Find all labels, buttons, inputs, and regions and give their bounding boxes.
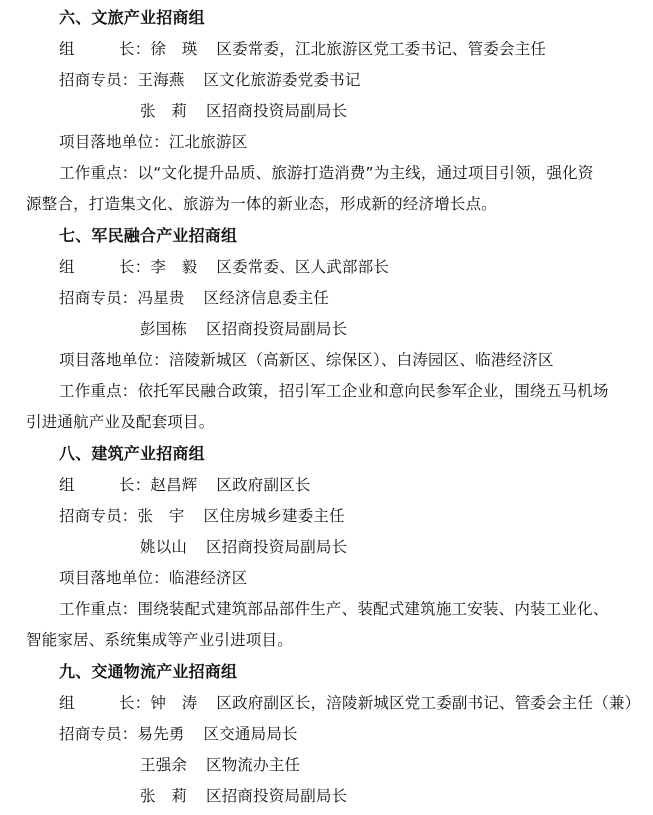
leader-line xyxy=(59,474,311,496)
specialist-title: 区交通局局长 xyxy=(203,725,298,743)
leader-label-b: 长： xyxy=(119,694,151,712)
leader-title: 区政府副区长，涪陵新城区党工委副书记、管委会主任（兼） xyxy=(216,694,641,712)
leader-label-b: 长： xyxy=(119,476,151,494)
specialist-label: 招商专员： xyxy=(59,71,138,89)
specialist-line xyxy=(59,287,329,309)
specialist-line xyxy=(140,100,347,122)
specialist-title: 区招商投资局副局长 xyxy=(206,102,348,120)
focus-continuation: 源整合，打造集文化、旅游为一体的新业态，形成新的经济增长点。 xyxy=(26,195,498,213)
specialist-label: 招商专员： xyxy=(59,289,138,307)
focus-line xyxy=(59,380,609,402)
unit-label: 项目落地单位： xyxy=(59,133,169,151)
specialist-name: 王强余 xyxy=(140,756,188,774)
unit-value: 临港经济区 xyxy=(168,569,248,587)
specialist-title: 区招商投资局副局长 xyxy=(206,320,348,338)
specialist-line xyxy=(59,723,298,745)
leader-line xyxy=(59,256,389,278)
specialist-name: 王海燕 xyxy=(137,71,185,89)
section-heading: 七、军民融合产业招商组 xyxy=(59,226,238,245)
unit-label: 项目落地单位： xyxy=(59,351,169,369)
focus-text: 围绕装配式建筑部品部件生产、装配式建筑施工安装、内装工业化、 xyxy=(137,600,609,618)
specialist-name: 张 宇 xyxy=(137,507,185,525)
unit-line xyxy=(59,349,554,371)
leader-title: 区政府副区长 xyxy=(216,476,311,494)
specialist-line xyxy=(59,69,361,91)
specialist-name: 张 莉 xyxy=(140,787,188,805)
leader-line xyxy=(59,692,640,714)
specialist-line xyxy=(140,754,300,776)
section-heading: 八、建筑产业招商组 xyxy=(59,444,205,463)
section-heading: 六、文旅产业招商组 xyxy=(59,8,205,27)
unit-value: 涪陵新城区（高新区、综保区）、白涛园区、临港经济区 xyxy=(168,351,554,369)
focus-label: 工作重点： xyxy=(59,600,138,618)
leader-name: 李 毅 xyxy=(150,258,198,276)
unit-line xyxy=(59,131,247,153)
leader-label-a: 组 xyxy=(59,694,75,712)
unit-label: 项目落地单位： xyxy=(59,569,169,587)
leader-line xyxy=(59,38,546,60)
focus-line xyxy=(59,162,594,184)
specialist-title: 区文化旅游委党委书记 xyxy=(203,71,361,89)
leader-name: 钟 涛 xyxy=(150,694,198,712)
specialist-name: 易先勇 xyxy=(137,725,185,743)
focus-line xyxy=(59,598,609,620)
specialist-label: 招商专员： xyxy=(59,725,138,743)
leader-label-a: 组 xyxy=(59,258,75,276)
leader-title: 区委常委、区人武部部长 xyxy=(216,258,390,276)
specialist-name: 彭国栋 xyxy=(140,320,188,338)
leader-label-b: 长： xyxy=(119,40,151,58)
leader-label-a: 组 xyxy=(59,476,75,494)
focus-continuation: 引进通航产业及配套项目。 xyxy=(26,413,215,431)
specialist-name: 姚以山 xyxy=(140,538,188,556)
specialist-name: 冯星贵 xyxy=(137,289,185,307)
specialist-name: 张 莉 xyxy=(140,102,188,120)
leader-label-a: 组 xyxy=(59,40,75,58)
specialist-line xyxy=(140,536,347,558)
focus-text: 以“文化提升品质、旅游打造消费”为主线，通过项目引领，强化资 xyxy=(137,164,594,182)
specialist-title: 区招商投资局副局长 xyxy=(206,538,348,556)
specialist-line xyxy=(140,785,347,807)
focus-label: 工作重点： xyxy=(59,382,138,400)
leader-label-b: 长： xyxy=(119,258,151,276)
leader-name: 赵昌辉 xyxy=(150,476,198,494)
specialist-line xyxy=(59,505,345,527)
leader-name: 徐 瑛 xyxy=(150,40,198,58)
leader-title: 区委常委，江北旅游区党工委书记、管委会主任 xyxy=(216,40,547,58)
specialist-title: 区物流办主任 xyxy=(206,756,301,774)
specialist-label: 招商专员： xyxy=(59,507,138,525)
unit-value: 江北旅游区 xyxy=(168,133,248,151)
focus-continuation: 智能家居、系统集成等产业引进项目。 xyxy=(26,631,293,649)
specialist-title: 区招商投资局副局长 xyxy=(206,787,348,805)
focus-text: 依托军民融合政策，招引军工企业和意向民参军企业，围绕五马机场 xyxy=(137,382,609,400)
focus-label: 工作重点： xyxy=(59,164,138,182)
unit-line xyxy=(59,567,247,589)
specialist-title: 区经济信息委主任 xyxy=(203,289,330,307)
specialist-line xyxy=(140,318,347,340)
section-heading: 九、交通物流产业招商组 xyxy=(59,662,238,681)
specialist-title: 区住房城乡建委主任 xyxy=(203,507,345,525)
